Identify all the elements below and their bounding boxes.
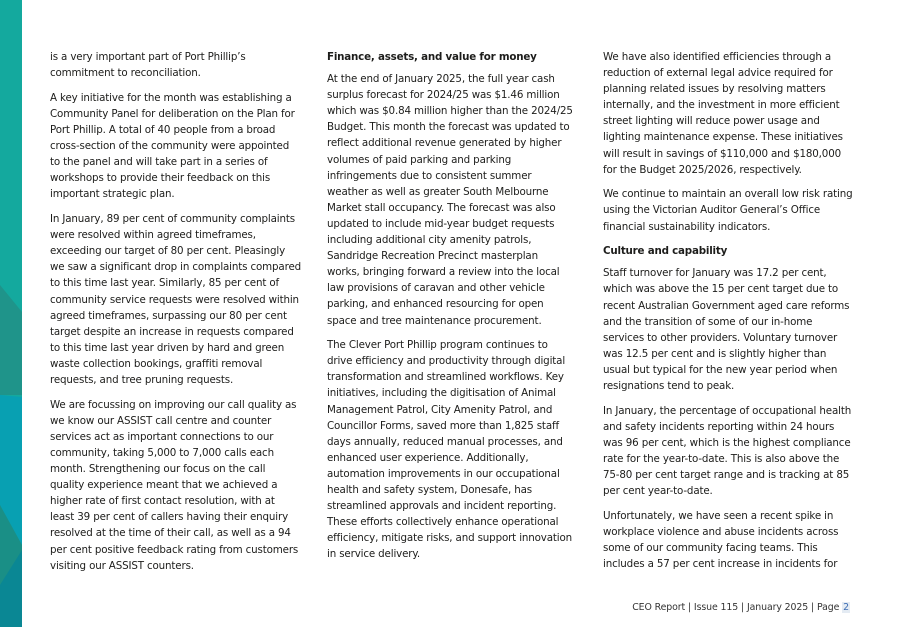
page-footer: [632, 602, 850, 613]
footer-text: CEO Report | Issue 115 | January 2025 | Page: [632, 602, 843, 613]
column-middle: [327, 49, 573, 571]
column-right: [603, 49, 853, 581]
paragraph: At the end of January 2025, the full year cash surplus forecast for 2024/25 was $1.46 million which was $0.84 million higher than the 2024/25 Budget. This month the forecast was updated to reflect additional revenue generated by higher volumes of paid parking and parking infringements due to consistent summer weather as well as greater South Melbourne Market stall occupancy. The forecast was also updated to include mid-year budget requests including additional city amenity patrols, Sandridge Recreation Precinct masterplan works, bringing forward a review into the local law provisions of caravan and other vehicle parking, and enhanced resourcing for open space and tree maintenance procurement.: [327, 73, 573, 327]
paragraph: In January, 89 per cent of community complaints were resolved within agreed timeframes, exceeding our target of 80 per cent. Pleasingly we saw a significant drop in complaints compared to this time last year. Similarly, 85 per cent of community service requests were resolved within agreed timeframes, surpassing our 80 per cent target despite an increase in requests compared to this time last year driven by hard and green waste collection bookings, graffiti removal requests, and tree pruning requests.: [50, 213, 302, 386]
paragraph: In January, the percentage of occupational health and safety incidents reporting within 24 hours was 96 per cent, which is the highest compliance rate for the year-to-date. This is also above the 75-80 per cent target range and is tracking at 85 per cent year-to-date.: [603, 404, 852, 498]
paragraph: We have also identified efficiencies through a reduction of external legal advice required for planning related issues by resolving matters internally, and the investment in more efficient street lighting will reduce power usage and lighting maintenance expense. These initiatives will result in savings of $110,000 and $180,000 for the Budget 2025/2026, respectively.: [603, 51, 843, 176]
paragraph: We are focussing on improving our call quality as we know our ASSIST call centre and counter services act as important connections to our community, taking 5,000 to 7,000 calls each month. Strengthening our focus on the call quality experience meant that we achieved a higher rate of first contact resolution, with at least 39 per cent of callers having their enquiry resolved at the time of their call, as well as a 94 per cent positive feedback rating from customers visiting our ASSIST counters.: [50, 398, 299, 572]
page-number: 2: [843, 602, 849, 613]
paragraph: is a very important part of Port Phillip’s commitment to reconciliation.: [50, 51, 246, 80]
paragraph: Unfortunately, we have seen a recent spike in workplace violence and abuse incidents across some of our community facing teams. This includes a 57 per cent increase in incidents for: [603, 509, 839, 571]
section-heading-culture: Culture and capability: [603, 245, 728, 258]
paragraph: We continue to maintain an overall low risk rating using the Victorian Auditor General’s Office financial sustainability indicators.: [603, 188, 853, 233]
paragraph: The Clever Port Phillip program continues to drive efficiency and productivity through digital transformation and streamlined workflows. Key initiatives, including the digitisation of Animal Management Patrol, City Amenity Patrol, and Councillor Forms, saved more than 1,825 staff days annually, reduced manual processes, and enhanced user experience. Additionally, automation improvements in our occupational health and safety system, Donesafe, has streamlined approvals and incident reporting. These efforts collectively enhance operational efficiency, mitigate risks, and support innovation in service delivery.: [327, 339, 573, 561]
section-heading-finance: Finance, assets, and value for money: [327, 51, 537, 63]
column-left: [50, 49, 302, 582]
paragraph: Staff turnover for January was 17.2 per cent, which was above the 15 per cent target due to recent Australian Government aged care reforms and the transition of some of our in-home services to other providers. Voluntary turnover was 12.5 per cent and is slightly higher than usual but typical for the new year period when resignations tend to peak.: [603, 267, 850, 392]
decorative-side-strip: [0, 0, 22, 627]
geometric-pattern-graphic: [0, 0, 22, 627]
paragraph: A key initiative for the month was establishing a Community Panel for deliberation on the Plan for Port Phillip. A total of 40 people from a broad cross-section of the community were appointed to the panel and will take part in a series of workshops to provide their feedback on this important strategic plan.: [50, 91, 295, 201]
